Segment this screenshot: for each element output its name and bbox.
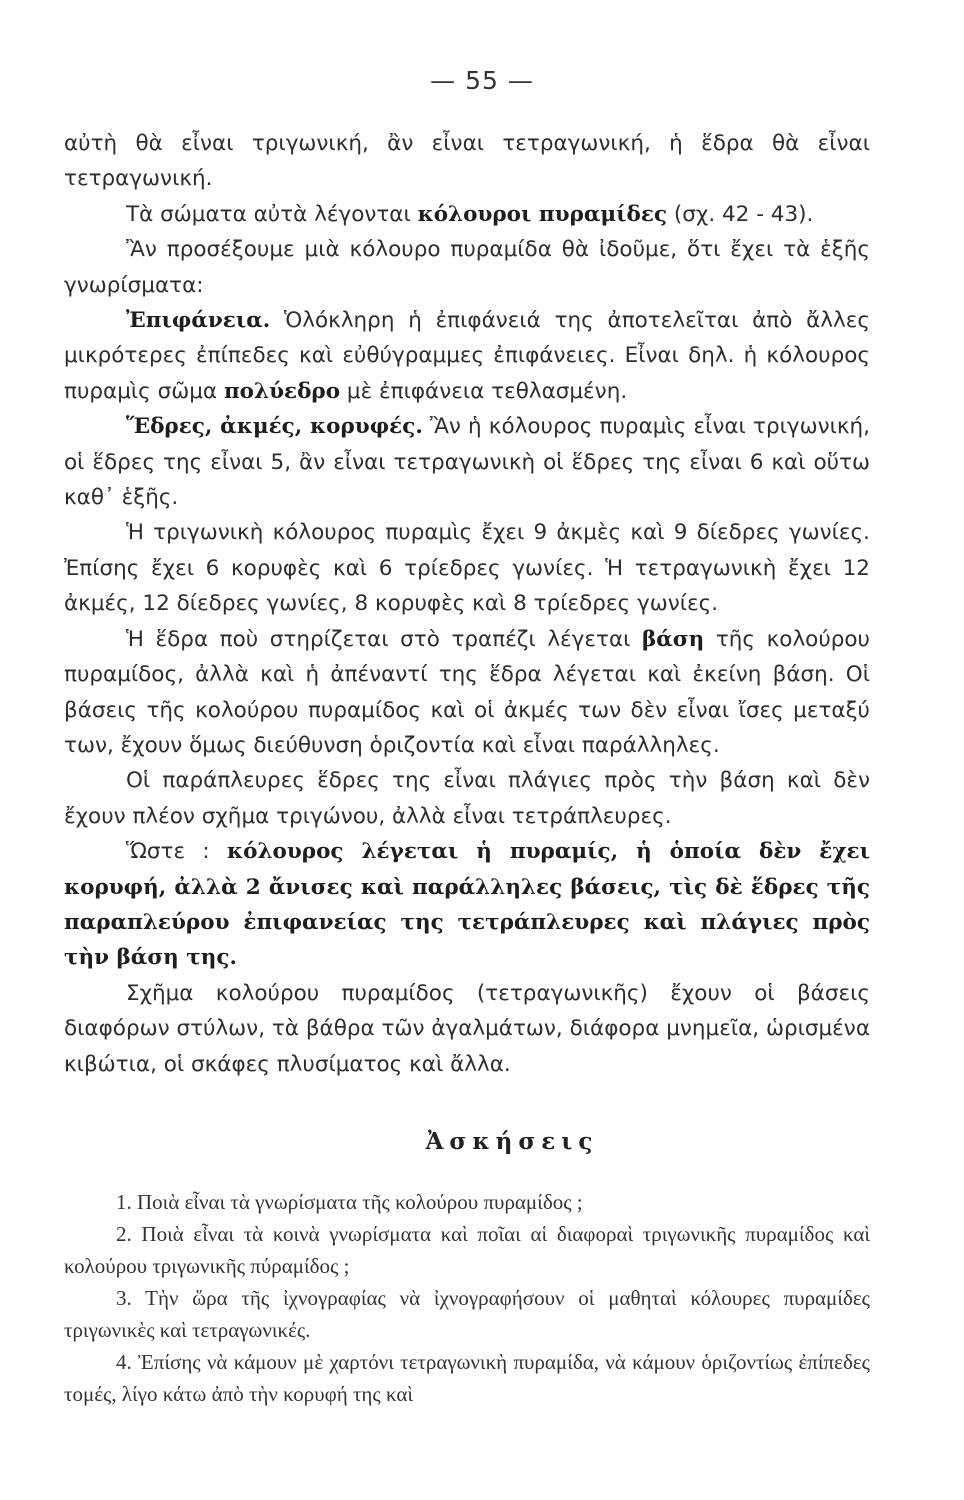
text-run: Ἂν προσέξουμε μιὰ κόλουρο πυραμίδα θὰ ἰδοῦμε, ὅτι ἔχει τὰ ἑξῆς γνωρίσματα:: [64, 237, 870, 298]
bold-term: Ἐπιφάνεια.: [126, 308, 271, 334]
paragraph: [64, 763, 870, 834]
exercises-list: [64, 1186, 870, 1410]
bold-term: Ἕδρες, ἀκμές, κορυφές.: [126, 414, 423, 440]
bold-term: πολύεδρο: [223, 378, 341, 404]
exercise-item: 1. Ποιὰ εἶναι τὰ γνωρίσματα τῆς κολούρου πυραμίδος ;: [116, 1190, 583, 1214]
bold-term: βάση: [641, 626, 705, 652]
paragraph: [64, 126, 870, 197]
text-run: τῆς κολούρου πυραμίδος, ἀλλὰ καὶ ἡ ἀπέναντί της ἕδρα λέγεται καὶ ἐκείνη βάση. Οἱ βάσεις τῆς κολούρου πυραμίδος καὶ οἱ ἀκμές των δὲν εἶναι ἴσες μεταξύ των, ἔχουν ὅμως διεύθυνση ὁριζοντία καὶ εἶναι παράλληλες.: [64, 626, 870, 758]
paragraph: [64, 515, 870, 621]
bold-term: κόλουροι πυραμίδες: [417, 201, 668, 227]
exercise-item: 4. Ἐπίσης νὰ κάμουν μὲ χαρτόνι τετραγωνικὴ πυραμίδα, νὰ κάμουν ὁριζοντίως ἐπίπεδες τομές, λίγο κάτω ἀπὸ τὴν κορυφή της καὶ: [64, 1350, 870, 1406]
text-run: μὲ ἐπιφάνεια τεθλασμένη.: [340, 378, 628, 404]
text-run: Ὁλόκληρη ἡ ἐπιφάνειά της ἀποτελεῖται ἀπὸ ἄλλες μικρότερες ἐπίπεδες καὶ εὐθύγραμμες ἐπιφάνειες. Εἶναι δηλ. ἡ κόλουρος πυραμὶς σῶμα: [64, 308, 870, 404]
text-run: Τὰ σώματα αὐτὰ λέγονται: [126, 201, 418, 227]
page-number: — 55 —: [430, 66, 534, 95]
exercise-item: 2. Ποιὰ εἶναι τὰ κοινὰ γνωρίσματα καὶ ποῖαι αἱ διαφοραὶ τριγωνικῆς πυραμίδος καὶ κολούρου τριγωνικῆς πύραμίδος ;: [64, 1222, 870, 1278]
paragraph: [64, 834, 870, 976]
text-run: Ἡ τριγωνικὴ κόλουρος πυραμὶς ἔχει 9 ἀκμὲς καὶ 9 δίεδρες γωνίες. Ἐπίσης ἔχει 6 κορυφὲς καὶ 6 τρίεδρες γωνίες. Ἡ τετραγωνικὴ ἔχει 12 ἀκμές, 12 δίεδρες γωνίες, 8 κορυφὲς καὶ 8 τρίεδρες γωνίες.: [64, 520, 870, 617]
text-run: Οἱ παράπλευρες ἕδρες της εἶναι πλάγιες πρὸς τὴν βάση καὶ δὲν ἔχουν πλέον σχῆμα τριγώνου, ἀλλὰ εἶναι τετράπλευρες.: [64, 768, 870, 829]
paragraph: [64, 232, 870, 303]
text-run: Ὥστε :: [126, 839, 227, 865]
text-run: Ἡ ἕδρα ποὺ στηρίζεται στὸ τραπέζι λέγεται: [126, 626, 642, 652]
bold-term: κόλουρος λέγεται ἡ πυραμίς, ἡ ὁποία δὲν ἔχει κορυφή, ἀλλὰ 2 ἄνισες καὶ παράλληλες βάσεις, τὶς δὲ ἕδρες τῆς παραπλεύρου ἐπιφανείας της τετράπλευρες καὶ πλάγιες πρὸς τὴν βάση της.: [64, 839, 870, 971]
text-run: αὐτὴ θὰ εἶναι τριγωνική, ἂν εἶναι τετραγωνική, ἡ ἕδρα θὰ εἶναι τετραγωνική.: [64, 131, 870, 192]
text-run: Ἂν ἡ κόλουρος πυραμὶς εἶναι τριγωνική, οἱ ἕδρες της εἶναι 5, ἂν εἶναι τετραγωνικὴ οἱ ἕδρες της εἶναι 6 καὶ οὕτω καθ᾽ ἑξῆς.: [64, 414, 871, 511]
text-run: (σχ. 42 - 43).: [667, 201, 814, 227]
paragraph: [64, 197, 870, 232]
paragraph: [64, 303, 870, 409]
text-run: Σχῆμα κολούρου πυραμίδος (τετραγωνικῆς) ἔχουν οἱ βάσεις διαφόρων στύλων, τὰ βάθρα τῶν ἀγαλμάτων, διάφορα μνημεῖα, ὡρισμένα κιβώτια, οἱ σκάφες πλυσίματος καὶ ἄλλα.: [64, 980, 870, 1077]
paragraph: [64, 976, 870, 1082]
exercises-heading: Ἀσκήσεις: [425, 1128, 599, 1155]
exercise-item: 3. Τὴν ὥρα τῆς ἰχνογραφίας νὰ ἰχνογραφήσουν οἱ μαθηταὶ κόλουρες πυραμίδες τριγωνικὲς καὶ τετραγωνικές.: [64, 1286, 870, 1342]
body-text: [64, 126, 870, 1082]
paragraph: [64, 409, 870, 515]
paragraph: [64, 622, 870, 764]
